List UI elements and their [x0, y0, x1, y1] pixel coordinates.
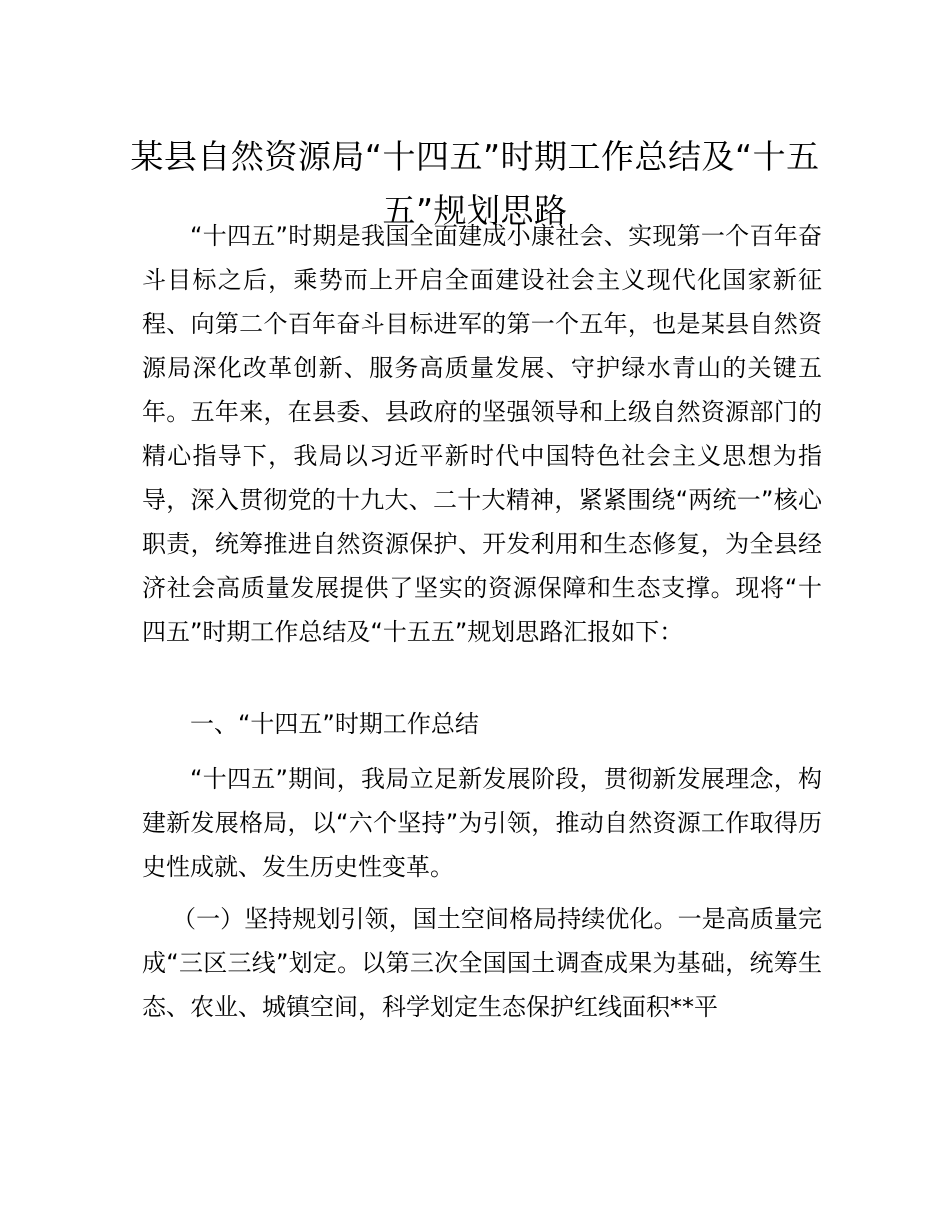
intro-paragraph: “十四五”时期是我国全面建成小康社会、实现第一个百年奋斗目标之后，乘势而上开启全面建设社会主义现代化国家新征程、向第二个百年奋斗目标进军的第一个五年，也是某县自然资源局深化改革创新、服务高质量发展、守护绿水青山的关键五年。五年来，在县委、县政府的坚强领导和上级自然资源部门的精心指导下，我局以习近平新时代中国特色社会主义思想为指导，深入贯彻党的十九大、二十大精神，紧紧围绕“两统一”核心职责，统筹推进自然资源保护、开发利用和生态修复，为全县经济社会高质量发展提供了坚实的资源保障和生态支撑。现将“十四五”时期工作总结及“十五五”规划思路汇报如下：: [142, 222, 822, 646]
section-heading: 一、“十四五”时期工作总结: [190, 710, 479, 738]
section-paragraph: “十四五”期间，我局立足新发展阶段，贯彻新发展理念，构建新发展格局，以“六个坚持”为引领，推动自然资源工作取得历史性成就、发生历史性变革。: [142, 765, 822, 881]
title-line-2: 五”规划思路: [382, 191, 568, 231]
title-line-1: 某县自然资源局“十四五”时期工作总结及“十五: [130, 137, 820, 177]
subsection-paragraph: （一）坚持规划引领，国土空间格局持续优化。一是高质量完成“三区三线”划定。以第三次全国国土调查成果为基础，统筹生态、农业、城镇空间，科学划定生态保护红线面积**平: [142, 905, 822, 1021]
